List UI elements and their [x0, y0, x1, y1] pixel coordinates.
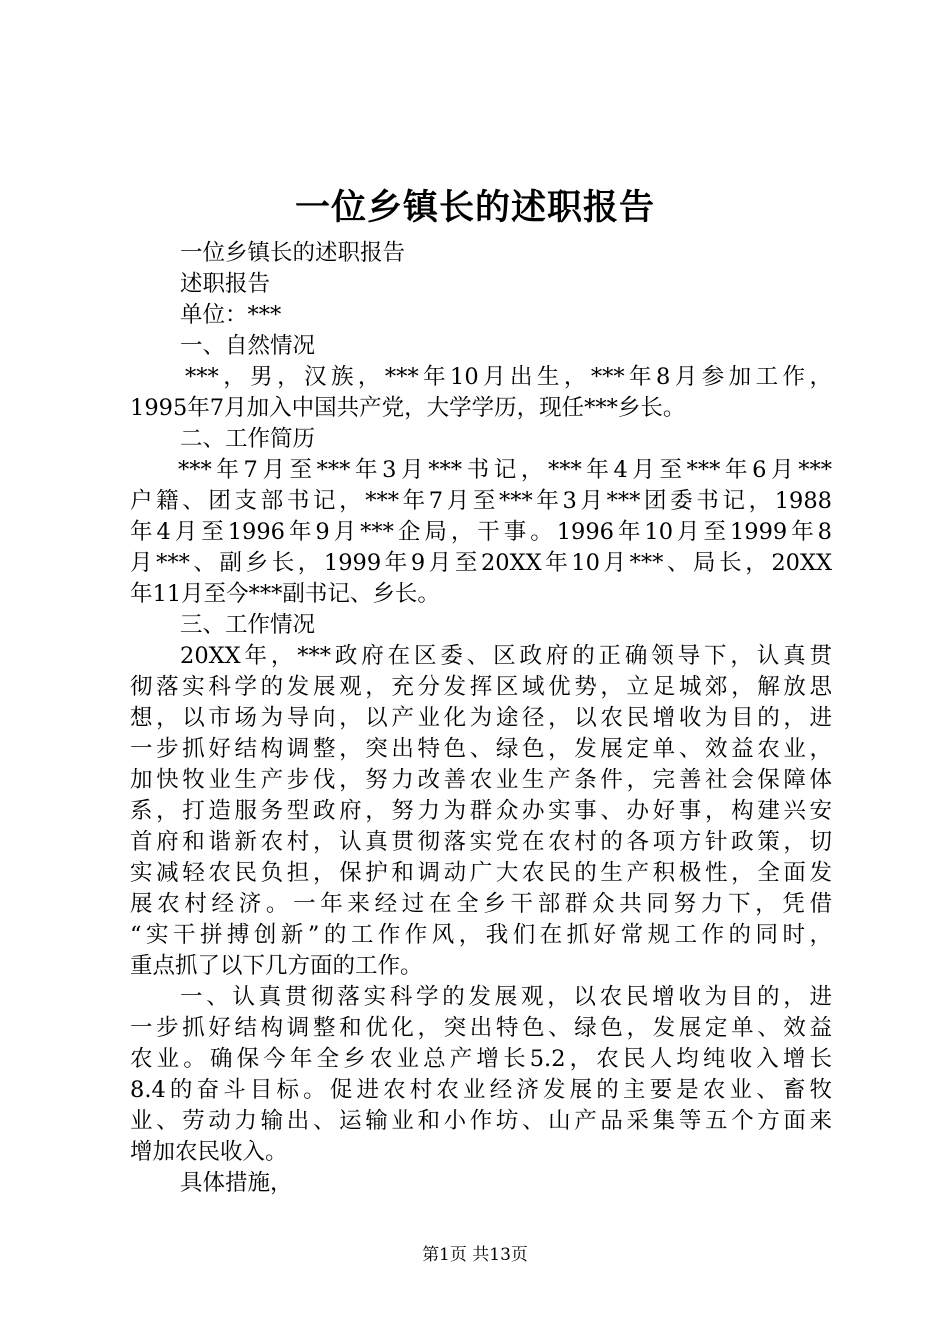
body-line: 彻落实科学的发展观，充分发挥区域优势，立足城郊，解放思 [130, 674, 832, 700]
body-line: 8.4的奋斗目标。促进农村农业经济发展的主要是农业、畜牧 [130, 1077, 832, 1103]
body-line: 年4月至1996年9月***企局，干事。1996年10月至1999年8 [130, 519, 832, 545]
body-line: 农业。确保今年全乡农业总产增长5.2，农民人均纯收入增长 [130, 1046, 832, 1072]
page-number: 第1页 共13页 [422, 1245, 528, 1265]
body-line: 增加农民收入。 [130, 1139, 288, 1165]
section-heading: 一、自然情况 [180, 333, 316, 359]
body-line: 业、劳动力输出、运输业和小作坊、山产品采集等五个方面来 [130, 1108, 832, 1134]
body-line: 具体措施， [180, 1170, 293, 1196]
body-line: 展农村经济。一年来经过在全乡干部群众共同努力下，凭借 [130, 891, 832, 917]
body-line: 一位乡镇长的述职报告 [180, 240, 406, 266]
body-line: 单位：*** [180, 302, 282, 328]
body-line: 1995年7月加入中国共产党，大学学历，现任***乡长。 [130, 395, 686, 421]
body-line: 一、认真贯彻落实科学的发展观，以农民增收为目的，进 [180, 984, 832, 1010]
body-line: 加快牧业生产步伐，努力改善农业生产条件，完善社会保障体 [130, 767, 832, 793]
body-line: ***，男，汉族，***年10月出生，***年8月参加工作， [185, 364, 832, 390]
body-line: 20XX年，***政府在区委、区政府的正确领导下，认真贯 [180, 643, 832, 669]
body-line: 年11月至今***副书记、乡长。 [130, 581, 440, 607]
body-line: 想，以市场为导向，以产业化为途径，以农民增收为目的，进 [130, 705, 832, 731]
body-line: 一步抓好结构调整，突出特色、绿色，发展定单、效益农业， [130, 736, 832, 762]
body-line: 系，打造服务型政府，努力为群众办实事、办好事，构建兴安 [130, 798, 832, 824]
body-line: ***年7月至***年3月***书记，***年4月至***年6月*** [178, 457, 832, 483]
body-line: 月***、副乡长，1999年9月至20XX年10月***、局长，20XX [130, 550, 832, 576]
body-line: 述职报告 [180, 271, 271, 297]
body-line: “实干拼搏创新”的工作作风，我们在抓好常规工作的同时， [130, 922, 832, 948]
section-heading: 三、工作情况 [180, 612, 316, 638]
body-line: 首府和谐新农村，认真贯彻落实党在农村的各项方针政策，切 [130, 829, 832, 855]
document-title: 一位乡镇长的述职报告 [294, 187, 655, 228]
body-line: 实减轻农民负担，保护和调动广大农民的生产积极性，全面发 [130, 860, 832, 886]
body-line: 户籍、团支部书记，***年7月至***年3月***团委书记，1988 [130, 488, 832, 514]
body-line: 一步抓好结构调整和优化，突出特色、绿色，发展定单、效益 [130, 1015, 832, 1041]
document-body [130, 238, 832, 1199]
section-heading: 二、工作简历 [180, 426, 316, 452]
body-line: 重点抓了以下几方面的工作。 [130, 953, 423, 979]
